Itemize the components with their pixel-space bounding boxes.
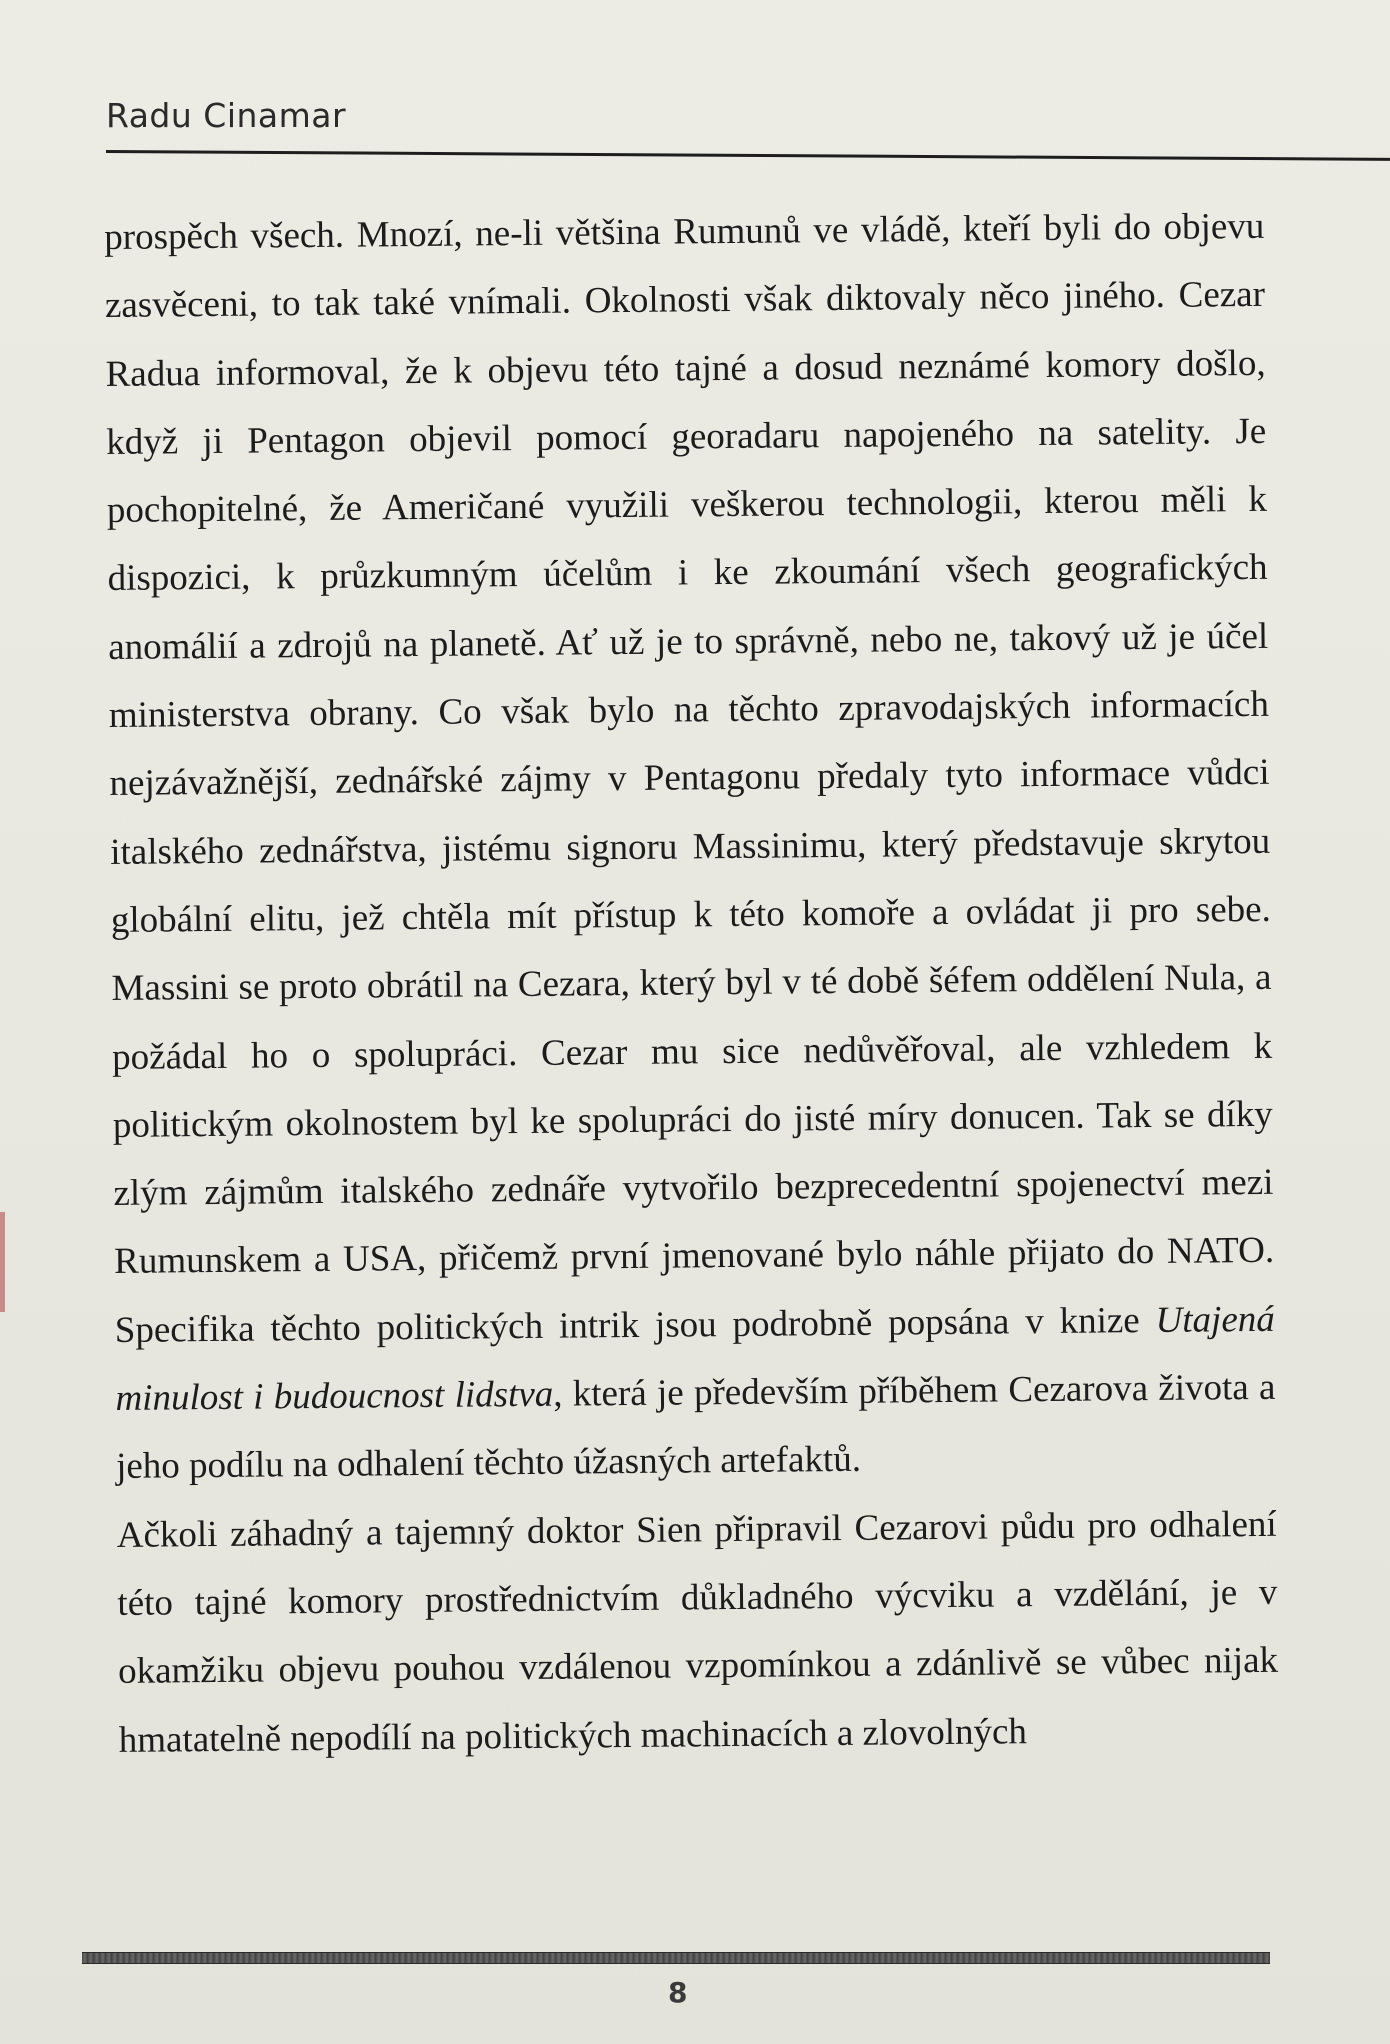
paragraph-1 (104, 193, 1276, 1502)
paragraph-1-text: prospěch všech. Mnozí, ne-li většina Rumunů ve vládě, kteří byli do objevu zasvěceni, to tak také vnímali. Okolnosti však diktovaly něco jiného. Cezar Radua informoval, že k objevu této tajné a dosud neznámé komory došlo, když ji Pentagon objevil pomocí georadaru napojeného na satelity. Je pochopitelné, že Američané využili veškerou technologii, kterou měli k dispozici, k průzkumným účelům i ke zkoumání všech geografických anomálií a zdrojů na planetě. Ať už je to správně, nebo ne, takový už je účel ministerstva obrany. Co však bylo na těchto zpravodajských informacích nejzávažnější, zednářské zájmy v Pentagonu předaly tyto informace vůdci italského zednářstva, jistému signoru Massinimu, který představuje skrytou globální elitu, jež chtěla mít přístup k této komoře a ovládat ji pro sebe. Massini se proto obrátil na Cezara, který byl v té době šéfem oddělení Nula, a požádal ho o spolupráci. Cezar mu sice nedůvěřoval, ale vzhledem k politickým okolnostem byl ke spolupráci do jisté míry donucen. Tak se díky zlým zájmům italského zednáře vytvořilo bezprecedentní spojenectví mezi Rumunskem a USA, přičemž první jmenované bylo náhle přijato do NATO. Specifika těchto politických intrik jsou podrobně popsána v knize (104, 205, 1275, 1351)
footer-rule (82, 1952, 1270, 1964)
page-number: 8 (668, 1976, 688, 2009)
paragraph-2: Ačkoli záhadný a tajemný doktor Sien připravil Cezarovi půdu pro odhalení této tajné komory prostřednictvím důkladného výcviku a vzdělání, je v okamžiku objevu pouhou vzdálenou vzpomínkou a zdánlivě se vůbec nijak hmatatelně nepodílí na politických machinacích a zlovolných (116, 1503, 1279, 1761)
paragraph-1-ending: , která je především příběhem Cezarova života a jeho podílu na odhalení těchto úžasných artefaktů. (115, 1366, 1276, 1488)
body-text (104, 193, 1279, 1775)
running-header: Radu Cinamar (106, 96, 347, 135)
book-title-italic: Utajená minulost i budoucnost lidstva (115, 1298, 1275, 1419)
header-rule (106, 150, 1390, 161)
page-edge-mark (0, 1212, 5, 1312)
